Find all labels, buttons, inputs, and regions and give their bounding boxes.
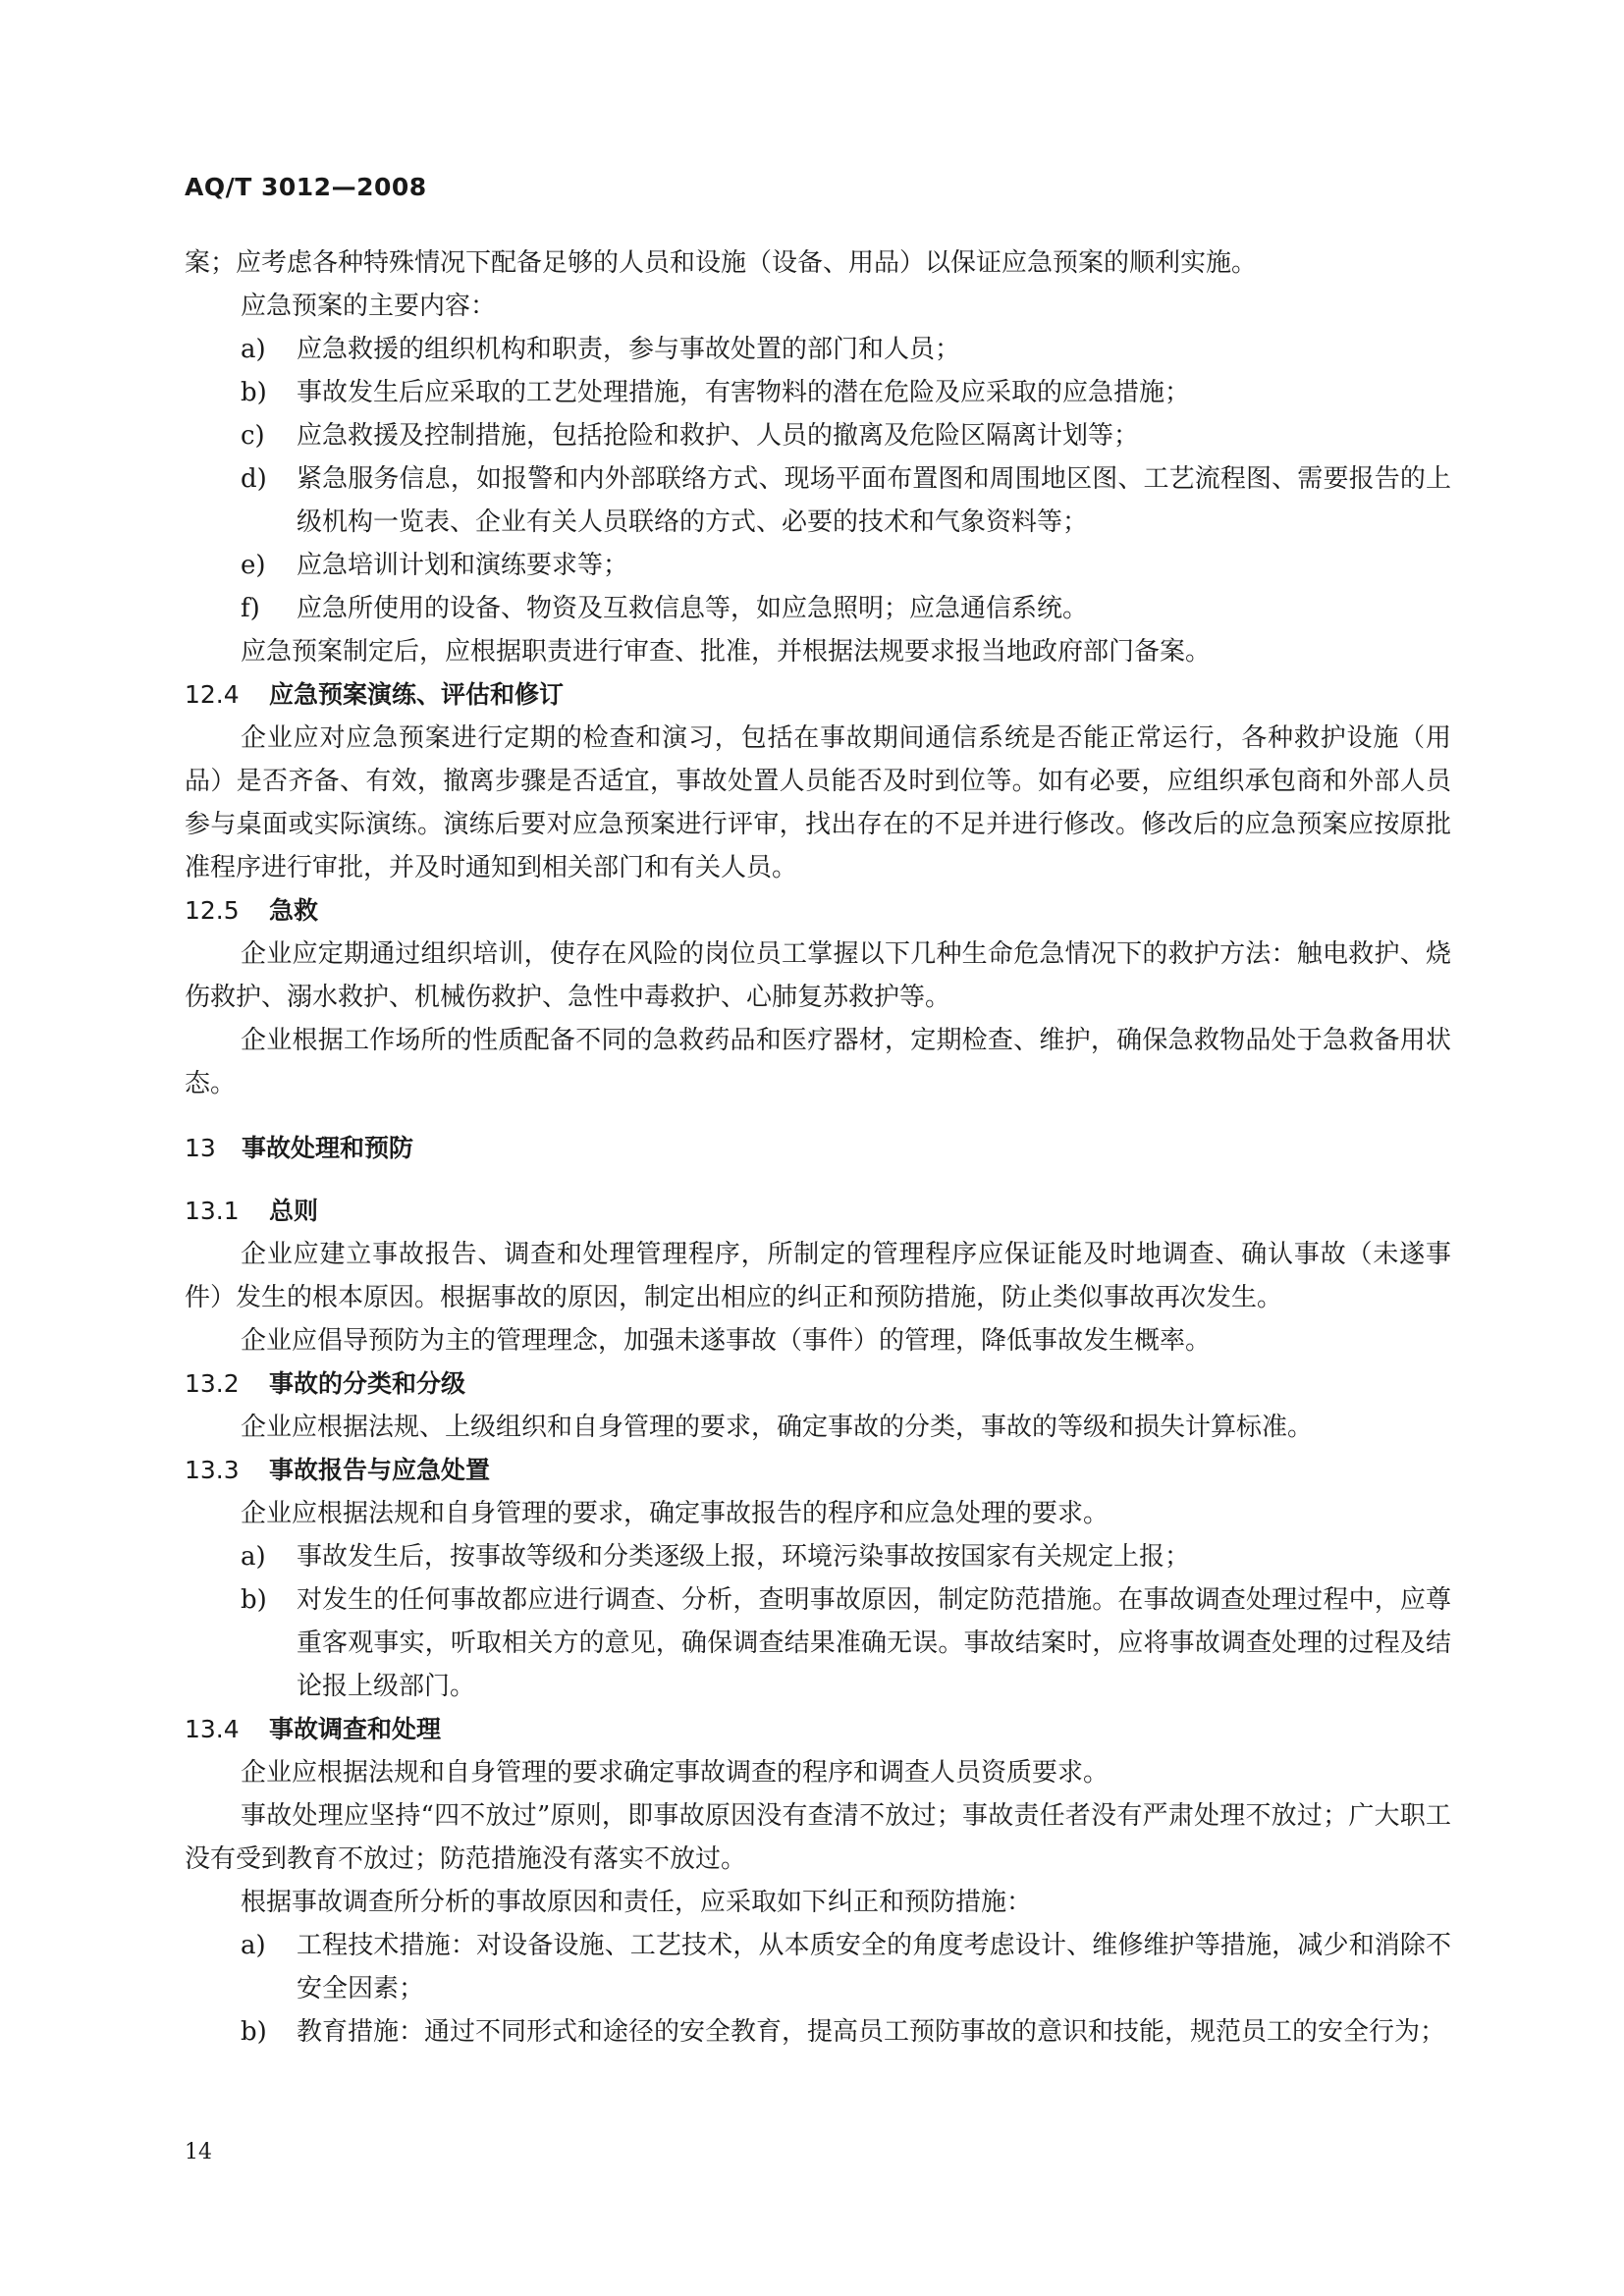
section-title: 急救 [269,896,319,925]
list-text: 应急培训计划和演练要求等； [297,551,629,580]
list-marker: f) [241,594,260,623]
section-title: 事故调查和处理 [269,1715,442,1743]
section-title: 事故的分类和分级 [269,1369,466,1398]
document-body [185,241,1451,2054]
section-title: 应急预案演练、评估和修订 [269,680,565,709]
list-text: 紧急服务信息，如报警和内外部联络方式、现场平面布置图和周围地区图、工艺流程图、需要报告的上级机构一览表、企业有关人员联络的方式、必要的技术和气象资料等； [297,464,1451,537]
paragraph: 企业应倡导预防为主的管理理念，加强未遂事故（事件）的管理，降低事故发生概率。 [241,1326,1212,1356]
list-text: 应急救援的组织机构和职责，参与事故处置的部门和人员； [297,335,961,364]
section-number: 13.3 [185,1456,240,1484]
paragraph: 应急预案的主要内容： [241,292,497,321]
section-heading-13-2 [185,1362,1451,1406]
list-text: 事故发生后应采取的工艺处理措施，有害物料的潜在危险及应采取的应急措施； [297,378,1191,407]
section-heading-12-4 [185,673,1451,717]
section-heading-13-3 [185,1449,1451,1492]
list-item [185,371,1451,414]
paragraph: 企业应根据法规和自身管理的要求，确定事故报告的程序和应急处理的要求。 [241,1499,1110,1528]
list-marker: b) [241,378,267,407]
section-number: 13.1 [185,1197,240,1225]
list-item [185,2010,1451,2054]
section-number: 13.4 [185,1715,240,1743]
section-number: 12.4 [185,680,240,709]
section-title: 总则 [269,1197,319,1225]
list-item [185,414,1451,457]
list-text: 教育措施：通过不同形式和途径的安全教育，提高员工预防事故的意识和技能，规范员工的安全行为； [297,2017,1446,2047]
list-marker: a) [241,1931,266,1960]
list-accident-reporting [185,1535,1451,1708]
section-number: 13.2 [185,1369,240,1398]
list-marker: b) [241,1585,267,1615]
list-marker: d) [241,464,267,494]
list-item [185,328,1451,371]
list-corrective-measures [185,1924,1451,2054]
list-text: 工程技术措施：对设备设施、工艺技术，从本质安全的角度考虑设计、维修维护等措施，减少和消除不安全因素； [297,1931,1451,2003]
list-item [185,1924,1451,2010]
chapter-title: 事故处理和预防 [242,1134,414,1162]
paragraph: 应急预案制定后，应根据职责进行审查、批准，并根据法规要求报当地政府部门备案。 [241,637,1212,667]
list-item [185,1535,1451,1578]
list-marker: a) [241,1542,266,1572]
paragraph: 根据事故调查所分析的事故原因和责任，应采取如下纠正和预防措施： [241,1888,1033,1917]
list-item [185,544,1451,587]
chapter-number: 13 [185,1134,216,1162]
paragraph: 事故处理应坚持“四不放过”原则，即事故原因没有查清不放过；事故责任者没有严肃处理不放过；广大职工没有受到教育不放过；防范措施没有落实不放过。 [185,1801,1451,1874]
section-number: 12.5 [185,896,240,925]
section-heading-12-5 [185,889,1451,933]
section-heading-13-1 [185,1190,1451,1233]
paragraph: 企业应对应急预案进行定期的检查和演习，包括在事故期间通信系统是否能正常运行，各种救护设施（用品）是否齐备、有效，撤离步骤是否适宜，事故处置人员能否及时到位等。如有必要，应组织承包商和外部人员参与桌面或实际演练。演练后要对应急预案进行评审，找出存在的不足并进行修改。修改后的应急预案应按原批准程序进行审批，并及时通知到相关部门和有关人员。 [185,723,1451,882]
list-marker: b) [241,2017,267,2047]
page-number: 14 [185,2140,212,2164]
list-item [185,587,1451,630]
list-emergency-plan-contents [185,328,1451,630]
list-marker: a) [241,335,266,364]
paragraph: 企业应建立事故报告、调查和处理管理程序，所制定的管理程序应保证能及时地调查、确认事故（未遂事件）发生的根本原因。根据事故的原因，制定出相应的纠正和预防措施，防止类似事故再次发生。 [185,1240,1451,1312]
paragraph: 企业应定期通过组织培训，使存在风险的岗位员工掌握以下几种生命危急情况下的救护方法：触电救护、烧伤救护、溺水救护、机械伤救护、急性中毒救护、心肺复苏救护等。 [185,939,1451,1012]
list-text: 事故发生后，按事故等级和分类逐级上报，环境污染事故按国家有关规定上报； [297,1542,1191,1572]
section-heading-13-4 [185,1708,1451,1751]
paragraph: 企业应根据法规、上级组织和自身管理的要求，确定事故的分类，事故的等级和损失计算标准。 [241,1413,1314,1442]
chapter-heading-13 [185,1127,1451,1170]
list-item [185,457,1451,544]
list-text: 应急所使用的设备、物资及互救信息等，如应急照明；应急通信系统。 [297,594,1089,623]
list-text: 应急救援及控制措施，包括抢险和救护、人员的撤离及危险区隔离计划等； [297,421,1140,451]
list-item [185,1578,1451,1708]
list-marker: c) [241,421,265,451]
section-title: 事故报告与应急处置 [269,1456,491,1484]
document-code: AQ/T 3012—2008 [185,173,427,201]
list-text: 对发生的任何事故都应进行调查、分析，查明事故原因，制定防范措施。在事故调查处理过程中，应尊重客观事实，听取相关方的意见，确保调查结果准确无误。事故结案时，应将事故调查处理的过程及结论报上级部门。 [297,1585,1451,1701]
paragraph: 案；应考虑各种特殊情况下配备足够的人员和设施（设备、用品）以保证应急预案的顺利实施。 [185,248,1258,278]
list-marker: e) [241,551,266,580]
paragraph: 企业根据工作场所的性质配备不同的急救药品和医疗器材，定期检查、维护，确保急救物品处于急救备用状态。 [185,1026,1451,1098]
paragraph: 企业应根据法规和自身管理的要求确定事故调查的程序和调查人员资质要求。 [241,1758,1110,1788]
